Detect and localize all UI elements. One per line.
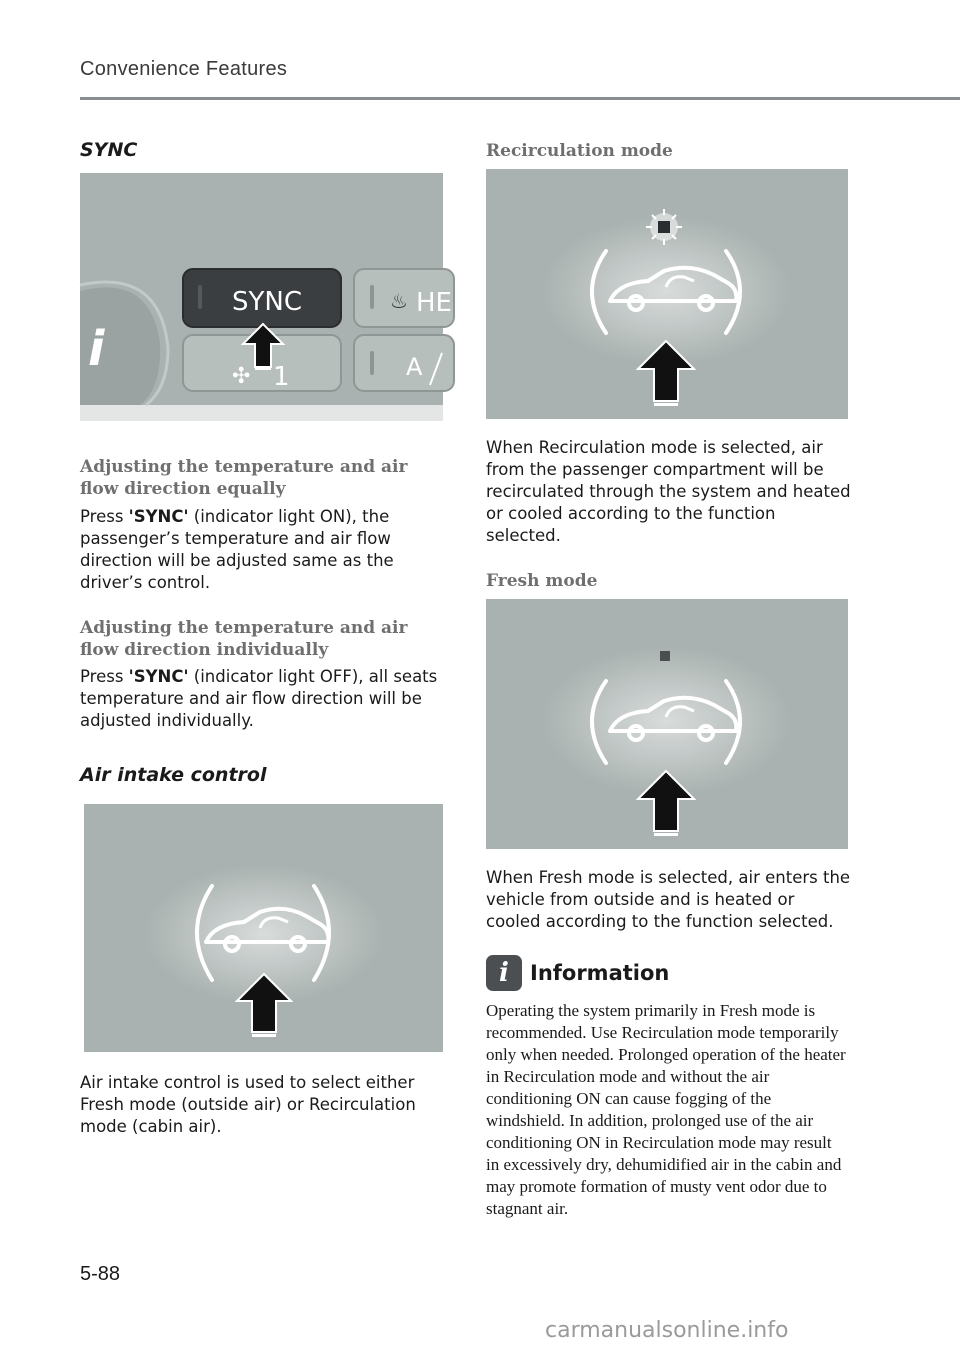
info-title: Information bbox=[530, 961, 670, 985]
info-icon: i bbox=[486, 955, 522, 991]
recirc-body: When Recirculation mode is selected, air from the passenger compartment will be recirculated through the system and heated or cooled according to the function selected. bbox=[486, 438, 851, 545]
fresh-body: When Fresh mode is selected, air enters the vehicle from outside and is heated or cooled according to the function selected. bbox=[486, 868, 851, 931]
sync-button-label: SYNC bbox=[232, 287, 302, 317]
equal-body: Press 'SYNC' (indicator light ON), the passenger’s temperature and air flow direction will be adjusted same as the driver’s control. bbox=[80, 507, 394, 592]
svg-text:HE: HE bbox=[416, 288, 452, 318]
section-title: Convenience Features bbox=[80, 58, 288, 80]
individual-body: Press 'SYNC' (indicator light OFF), all seats temperature and air flow direction will be adjusted individually. bbox=[80, 667, 438, 730]
fresh-heading: Fresh mode bbox=[486, 571, 598, 591]
individual-heading: Adjusting the temperature and air flow direction individually bbox=[80, 618, 408, 660]
svg-text:♨: ♨ bbox=[390, 289, 408, 313]
svg-text:✣: ✣ bbox=[232, 364, 251, 389]
svg-text:A: A bbox=[406, 353, 423, 381]
sync-illustration bbox=[80, 173, 452, 421]
indicator-light-off-icon bbox=[660, 651, 670, 661]
equal-heading: Adjusting the temperature and air flow direction equally bbox=[80, 457, 408, 499]
page-number: 5-88 bbox=[80, 1263, 121, 1285]
fresh-illustration bbox=[486, 599, 848, 849]
svg-text:1: 1 bbox=[273, 362, 290, 392]
air-intake-illustration bbox=[84, 804, 443, 1052]
sync-heading: SYNC bbox=[80, 139, 138, 161]
recirc-heading: Recirculation mode bbox=[486, 141, 673, 161]
recirc-illustration bbox=[486, 169, 848, 419]
header-rule bbox=[80, 97, 960, 100]
info-body: Operating the system primarily in Fresh mode is recommended. Use Recirculation mode temporarily only when needed. Prolonged operation of the heater in Recirculation mode and without the air conditioning ON can cause fogging of the windshield. In addition, prolonged use of the air conditioning ON in Recirculation mode may result in excessively dry, dehumidified air in the cabin and may promote formation of musty vent odor due to stagnant air. bbox=[486, 1001, 846, 1218]
svg-text:i: i bbox=[88, 321, 105, 377]
air-intake-heading: Air intake control bbox=[80, 764, 267, 786]
air-intake-body: Air intake control is used to select either Fresh mode (outside air) or Recirculation mode (cabin air). bbox=[80, 1073, 416, 1136]
watermark: carmanualsonline.info bbox=[545, 1318, 789, 1343]
